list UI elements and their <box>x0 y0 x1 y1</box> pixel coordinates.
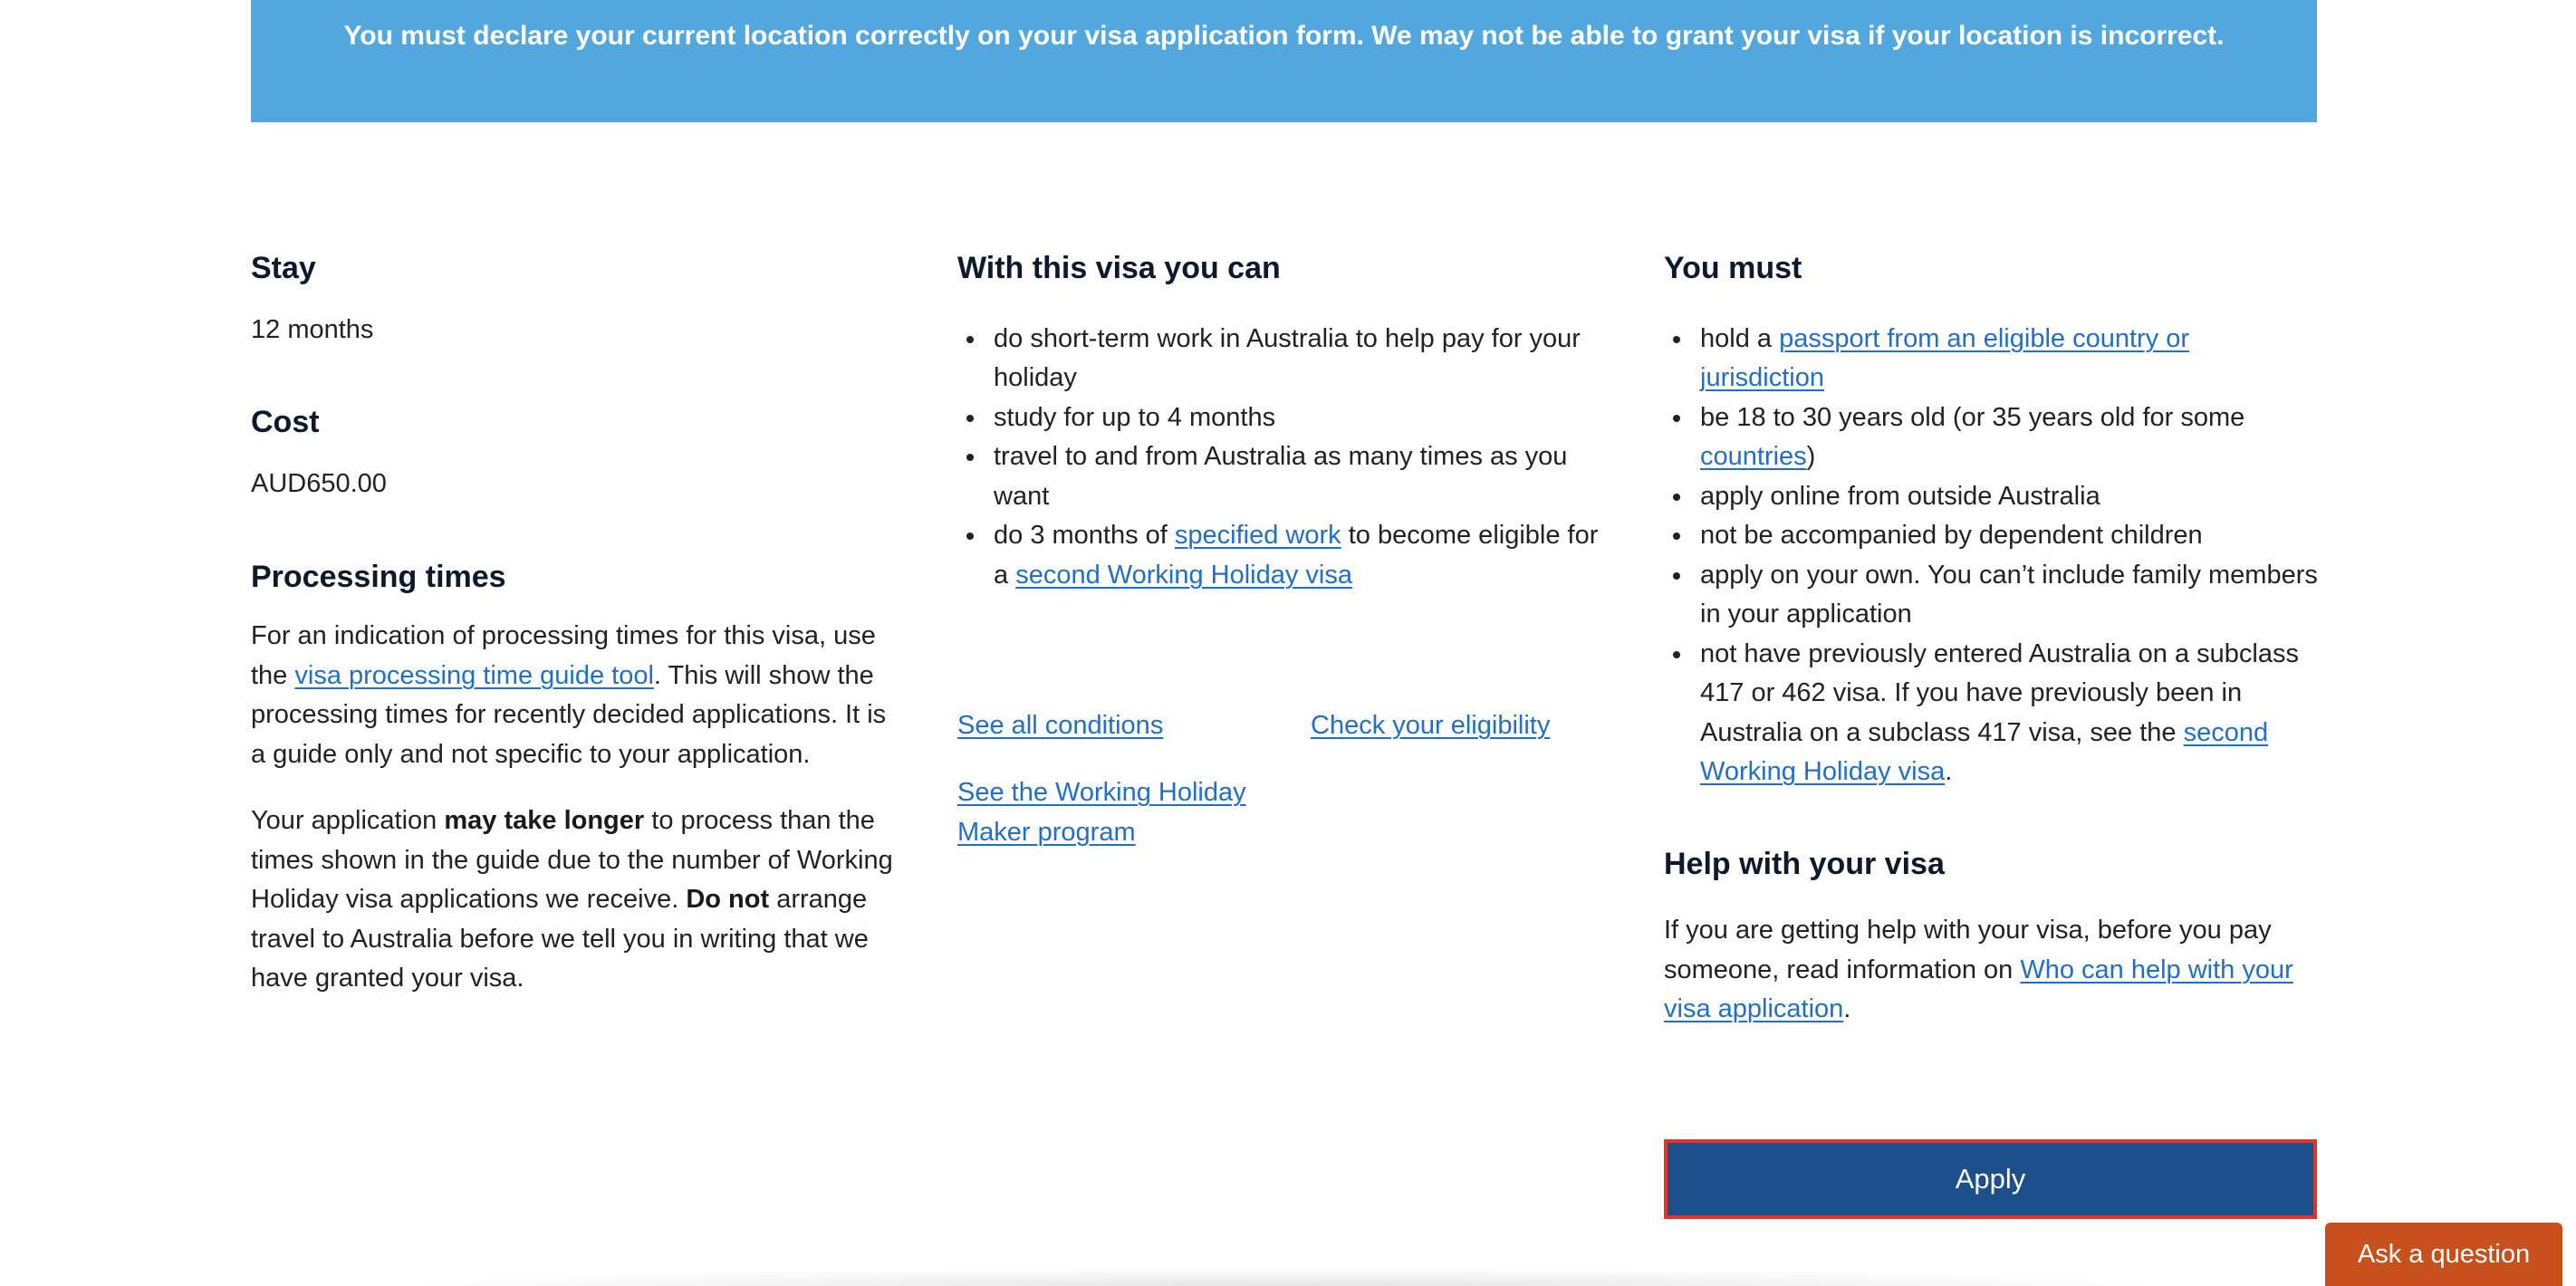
warning-text-b: to process than the times shown in the guide due to the number of Working Holiday visa applications we receive. <box>251 806 893 915</box>
requirement-text: hold a <box>1700 323 1780 353</box>
requirement-text: be 18 to 30 years old (or 35 years old for some <box>1700 402 2245 432</box>
requirement-text: not have previously entered Australia on a subclass 417 or 462 visa. If you have previously been in Australia on a subclass 417 visa, see the <box>1700 638 2299 747</box>
ask-a-question-button[interactable]: Ask a question <box>2325 1223 2562 1286</box>
list-item: do short-term work in Australia to help pay for your holiday <box>957 320 1610 398</box>
help-paragraph <box>1664 911 2318 1030</box>
list-item: study for up to 4 months <box>957 398 1610 438</box>
processing-text-end: . This will show the processing times for recently decided applications. It is a guide only and not specific to your application. <box>251 660 887 769</box>
list-item <box>1664 320 2318 398</box>
requirement-text: . <box>1945 757 1953 787</box>
requirement-text: ) <box>1806 442 1816 472</box>
processing-time-guide-link[interactable]: visa processing time guide tool <box>294 660 654 690</box>
list-item <box>957 516 1610 595</box>
requirements-heading: You must <box>1664 251 1802 285</box>
stay-heading: Stay <box>251 251 316 285</box>
benefit-text-a: do 3 months of <box>994 521 1175 551</box>
footer-shadow <box>362 1268 2210 1286</box>
benefit-text-b: to become eligible for a <box>994 521 1599 590</box>
stay-value: 12 months <box>251 314 374 344</box>
warning-bold-may-take-longer: may take longer <box>444 806 645 836</box>
help-with-visa-heading: Help with your visa <box>1664 847 1945 881</box>
help-text-end: . <box>1843 994 1851 1023</box>
second-working-holiday-visa-link-2[interactable]: second Working Holiday visa <box>1700 717 2269 787</box>
requirements-column <box>1664 245 2318 792</box>
see-all-conditions-link[interactable]: See all conditions <box>957 711 1164 740</box>
requirements-list <box>1664 320 2318 792</box>
warning-text-c: arrange travel to Australia before we tell you in writing that we have granted your visa. <box>251 885 869 993</box>
banner-text: You must declare your current location correctly on your visa application form. We may not be able to grant your visa if your location is incorrect. <box>343 21 2225 51</box>
specified-work-link[interactable]: specified work <box>1174 521 1341 551</box>
visa-summary-column <box>251 245 903 999</box>
list-item: travel to and from Australia as many times as you want <box>957 437 1610 516</box>
cost-value: AUD650.00 <box>251 469 387 499</box>
who-can-help-link[interactable]: Who can help with your visa application <box>1664 955 2293 1023</box>
eligible-passport-link[interactable]: passport from an eligible country or jurisdiction <box>1700 323 2190 393</box>
working-holiday-maker-program-link[interactable]: See the Working Holiday Maker program <box>957 778 1246 847</box>
location-warning-banner <box>251 0 2317 122</box>
list-item <box>1664 398 2318 477</box>
list-item: apply on your own. You can’t include family members in your application <box>1664 556 2318 635</box>
processing-times-paragraph <box>251 617 903 774</box>
help-text: If you are getting help with your visa, before you pay someone, read information on <box>1664 916 2272 984</box>
countries-link[interactable]: countries <box>1700 442 1807 472</box>
visa-benefits-column <box>957 245 1610 595</box>
list-item <box>1664 635 2318 792</box>
processing-warning-paragraph <box>251 801 903 999</box>
benefits-heading: With this visa you can <box>957 251 1281 285</box>
check-eligibility-link[interactable]: Check your eligibility <box>1311 711 1551 740</box>
benefits-list <box>957 320 1610 596</box>
processing-times-heading: Processing times <box>251 559 506 594</box>
second-working-holiday-visa-link[interactable]: second Working Holiday visa <box>1015 560 1352 590</box>
apply-button[interactable]: Apply <box>1664 1139 2317 1219</box>
processing-text-start: For an indication of processing times for this visa, use the <box>251 621 876 690</box>
warning-text-a: Your application <box>251 806 445 836</box>
list-item: not be accompanied by dependent children <box>1664 516 2318 556</box>
warning-bold-do-not: Do not <box>686 885 770 915</box>
list-item: apply online from outside Australia <box>1664 477 2318 517</box>
cost-heading: Cost <box>251 405 320 440</box>
